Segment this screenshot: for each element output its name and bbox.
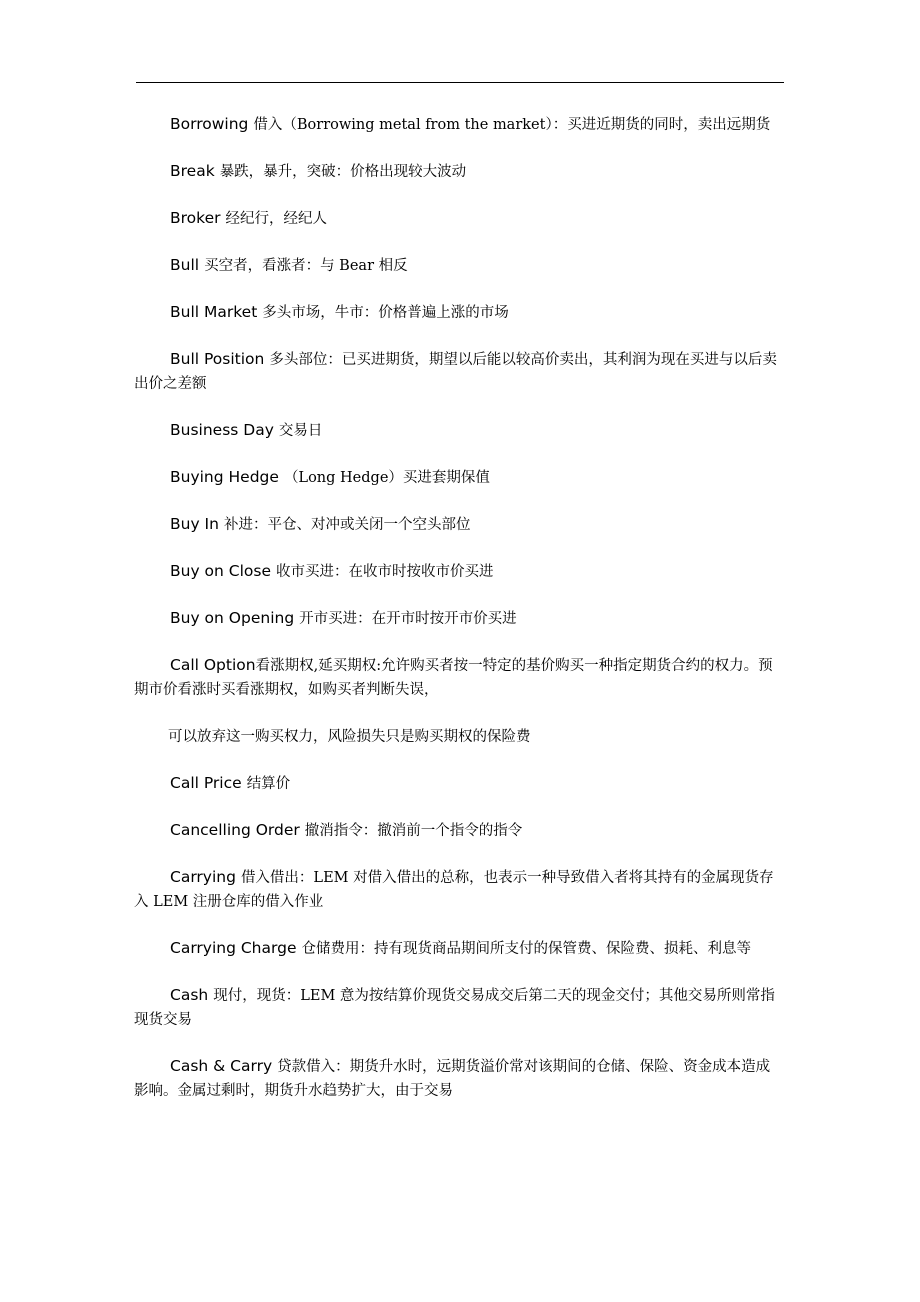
glossary-entry	[134, 772, 778, 796]
entry-definition: 可以放弃这一购买权力，风险损失只是购买期权的保险费	[168, 729, 531, 745]
glossary-entry	[134, 113, 778, 137]
header-rule	[136, 82, 784, 83]
entry-term: Bull Position	[170, 350, 265, 368]
entry-definition: 经纪行，经纪人	[225, 211, 327, 227]
glossary-entry	[134, 254, 778, 278]
entry-term: Cash & Carry	[170, 1057, 273, 1075]
entry-term: Bull	[170, 256, 200, 274]
glossary-entry	[134, 160, 778, 184]
entry-definition: 仓储费用：持有现货商品期间所支付的保管费、保险费、损耗、利息等	[301, 941, 751, 957]
entry-term: Buy In	[170, 515, 219, 533]
glossary-entry	[134, 301, 778, 325]
glossary-entry	[134, 207, 778, 231]
glossary-entry	[134, 513, 778, 537]
glossary-entry	[134, 466, 778, 490]
glossary-entry	[134, 1055, 778, 1103]
entry-definition: 补进：平仓、对冲或关闭一个空头部位	[223, 517, 471, 533]
entry-definition: 借入借出：LEM 对借入借出的总称，也表示一种导致借入者将其持有的金属现货存入 LEM 注册仓库的借入作业	[134, 870, 774, 910]
glossary-entry	[134, 984, 778, 1032]
entry-definition: 开市买进：在开市时按开市价买进	[299, 611, 517, 627]
entry-definition: 收市买进：在收市时按收市价买进	[276, 564, 494, 580]
entry-term: Carrying Charge	[170, 939, 297, 957]
entry-definition: 买空者，看涨者：与 Bear 相反	[204, 258, 408, 274]
glossary-entry	[134, 654, 778, 702]
entry-term: Broker	[170, 209, 221, 227]
entry-definition: （Long Hedge）买进套期保值	[283, 470, 490, 486]
entry-term: Business Day	[170, 421, 274, 439]
glossary-entry	[134, 866, 778, 914]
entry-definition: 贷款借入：期货升水时，远期货溢价常对该期间的仓储、保险、资金成本造成影响。金属过剩时，期货升水趋势扩大，由于交易	[134, 1059, 771, 1099]
entry-definition: 借入（Borrowing metal from the market）：买进近期货的同时，卖出远期货	[253, 117, 771, 133]
entry-definition: 多头部位：已买进期货，期望以后能以较高价卖出，其利润为现在买进与以后卖出价之差额	[134, 352, 777, 392]
entry-term: Buy on Opening	[170, 609, 295, 627]
entry-term: Buy on Close	[170, 562, 272, 580]
entry-definition: 现付，现货：LEM 意为按结算价现货交易成交后第二天的现金交付；其他交易所则常指现货交易	[134, 988, 775, 1028]
entry-term: Bull Market	[170, 303, 258, 321]
entry-definition: 看涨期权,延买期权:允许购买者按一特定的基价购买一种指定期货合约的权力。预期市价看涨时买看涨期权，如购买者判断失误，	[134, 658, 773, 698]
glossary-entry	[134, 819, 778, 843]
glossary-entry	[134, 560, 778, 584]
glossary-entry	[134, 419, 778, 443]
entry-definition: 撤消指令：撤消前一个指令的指令	[304, 823, 523, 839]
entry-term: Call Option	[170, 656, 256, 674]
entry-term: Cancelling Order	[170, 821, 300, 839]
glossary-list	[134, 113, 778, 1126]
glossary-entry	[134, 937, 778, 961]
glossary-entry	[134, 348, 778, 396]
entry-term: Break	[170, 162, 215, 180]
entry-definition: 暴跌，暴升，突破：价格出现较大波动	[219, 164, 467, 180]
entry-definition: 结算价	[246, 776, 291, 792]
entry-term: Buying Hedge	[170, 468, 279, 486]
glossary-entry	[134, 607, 778, 631]
entry-term: Borrowing	[170, 115, 249, 133]
entry-term: Carrying	[170, 868, 236, 886]
entry-term: Cash	[170, 986, 209, 1004]
entry-term: Call Price	[170, 774, 242, 792]
entry-definition: 交易日	[278, 423, 323, 439]
entry-definition: 多头市场，牛市：价格普遍上涨的市场	[262, 305, 509, 321]
glossary-entry-continuation	[134, 725, 778, 749]
